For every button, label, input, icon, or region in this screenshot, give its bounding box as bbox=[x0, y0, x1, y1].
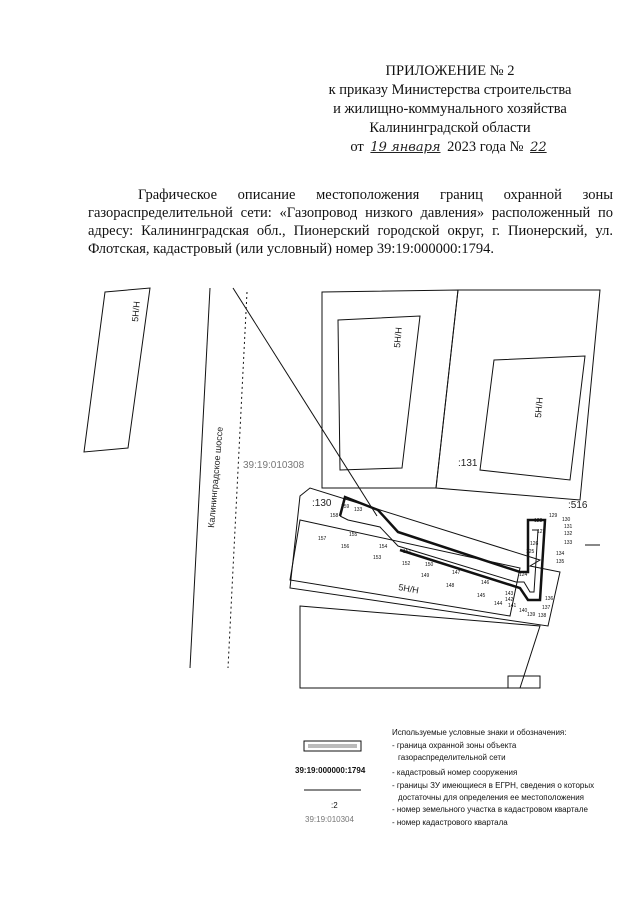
legend-cadastral-sample: 39:19:000000:1794 bbox=[295, 766, 366, 775]
street-label: Калининградское шоссе bbox=[206, 426, 225, 529]
point-label: 138 bbox=[538, 613, 547, 619]
building-outline bbox=[338, 316, 420, 470]
legend-item: газораспределительной сети bbox=[398, 753, 506, 762]
point-label: 158 bbox=[330, 513, 339, 519]
date-prefix: от bbox=[350, 139, 364, 155]
parcel-label: :131 bbox=[458, 458, 478, 469]
parcel-label: :130 bbox=[312, 498, 332, 509]
legend-title: Используемые условные знаки и обозначения: bbox=[392, 728, 567, 737]
protection-zone-boundary bbox=[340, 497, 545, 600]
point-label: 133 bbox=[354, 507, 363, 513]
date-year: 2023 года № bbox=[447, 139, 524, 155]
point-label: 130 bbox=[562, 517, 571, 523]
point-label: 132 bbox=[564, 531, 573, 537]
parcel-label: :516 bbox=[568, 500, 588, 511]
point-label: 145 bbox=[477, 593, 486, 599]
legend-item: - кадастровый номер сооружения bbox=[392, 768, 518, 777]
point-label: 128 bbox=[534, 518, 543, 524]
legend-item: достаточны для определения ее местоположения bbox=[398, 793, 585, 802]
point-label: 150 bbox=[425, 562, 434, 568]
appendix-title: ПРИЛОЖЕНИЕ № 2 bbox=[385, 63, 515, 79]
quarter-label: 39:19:010308 bbox=[243, 460, 305, 471]
road-dashed-line bbox=[228, 292, 247, 668]
point-label: 136 bbox=[545, 596, 554, 602]
legend-parcel-sample: :2 bbox=[331, 801, 338, 810]
legend-zone-fill bbox=[308, 744, 357, 748]
point-label: 143 bbox=[505, 591, 514, 597]
point-label: 131 bbox=[564, 524, 573, 530]
point-label: 144 bbox=[494, 601, 503, 607]
leader-line bbox=[233, 288, 377, 516]
point-label: 126 bbox=[530, 541, 539, 547]
point-label: 142 bbox=[505, 597, 514, 603]
legend-item: - граница охранной зоны объекта bbox=[392, 741, 517, 750]
legend-item: - границы ЗУ имеющиеся в ЕГРН, сведения о которых bbox=[392, 781, 595, 790]
point-label: 129 bbox=[549, 513, 558, 519]
point-label: 127 bbox=[537, 529, 546, 535]
point-label: 139 bbox=[527, 612, 536, 618]
point-label: 147 bbox=[452, 570, 461, 576]
point-label: 141 bbox=[508, 603, 517, 609]
road-edge-line bbox=[190, 288, 210, 668]
point-label: 149 bbox=[421, 573, 430, 579]
point-label: 140 bbox=[519, 608, 528, 614]
point-label: 159 bbox=[341, 504, 350, 510]
point-label: 134 bbox=[556, 551, 565, 557]
legend-quarter-sample: 39:19:010304 bbox=[305, 815, 354, 824]
order-line: к приказу Министерства строительства bbox=[328, 82, 572, 98]
parcel-outline bbox=[508, 676, 540, 688]
point-label: 157 bbox=[318, 536, 327, 542]
point-label: 124 bbox=[519, 572, 528, 578]
region-line: Калининградской области bbox=[369, 120, 531, 136]
handwritten-number: 22 bbox=[530, 140, 547, 155]
protection-zone-inner bbox=[340, 516, 538, 592]
point-label: 153 bbox=[373, 555, 382, 561]
handwritten-date: 19 января bbox=[370, 140, 441, 155]
point-label: 135 bbox=[556, 559, 565, 565]
point-label: 133 bbox=[564, 540, 573, 546]
building-label: 5Н/Н bbox=[130, 300, 142, 323]
building-label: 5Н/Н bbox=[392, 326, 404, 349]
building-label: 5Н/Н bbox=[533, 396, 545, 419]
legend-item: - номер земельного участка в кадастровом квартале bbox=[392, 805, 588, 814]
point-label: 152 bbox=[402, 561, 411, 567]
point-label: 151 bbox=[403, 549, 412, 555]
point-label: 137 bbox=[542, 605, 551, 611]
point-label: 156 bbox=[341, 544, 350, 550]
ministry-line: и жилищно-коммунального хозяйства bbox=[333, 101, 567, 117]
description-paragraph: Графическое описание местоположения границ охранной зоны газораспределительной сети: «Газопровод низкого давления» расположенный по адресу: Калининградская обл., Пионерский городской округ, г. Пионерский, ул. Флотская, кадастровый (или условный) номер 39:19:000000:1794. bbox=[88, 187, 613, 257]
building-label: 5Н/Н bbox=[397, 582, 420, 596]
legend-item: - номер кадастрового квартала bbox=[392, 818, 508, 827]
point-label: 148 bbox=[446, 583, 455, 589]
parcel-outline bbox=[300, 606, 540, 688]
point-label: 125 bbox=[526, 549, 535, 555]
point-label: 154 bbox=[379, 544, 388, 550]
point-label: 146 bbox=[481, 580, 490, 586]
point-label: 155 bbox=[349, 532, 358, 538]
